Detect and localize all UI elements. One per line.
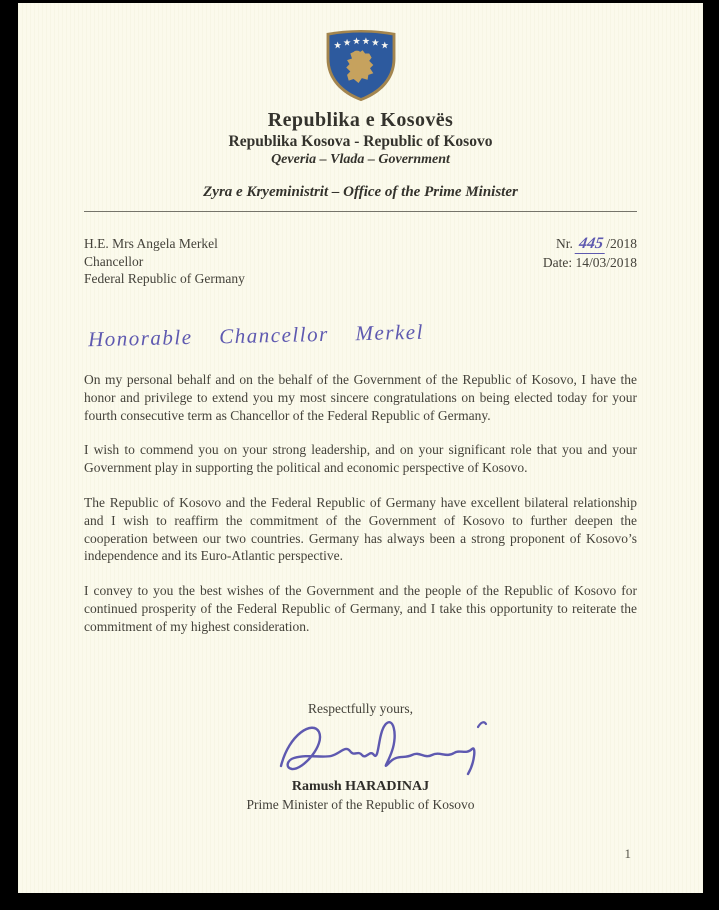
republic-subtitle: Republika Kosova - Republic of Kosovo [228,133,493,150]
page-number: 1 [624,846,631,861]
handwritten-signature [263,712,498,790]
handwritten-salutation: Honorable Chancellor Merkel [87,319,425,352]
recipient-country: Federal Republic of Germany [84,271,245,286]
letter-page [18,3,703,893]
signature-stroke [281,722,474,774]
paragraph-3: The Republic of Kosovo and the Federal Republic of Germany have excellent bilateral relationship and I wish to reaffirm the commitment of the Government of Kosovo to further deepen the cooperation between our two countries. Germany has always been a strong proponent of Kosovo’s independence and its Euro-Atlantic perspective. [84,494,637,564]
signer-title: Prime Minister of the Republic of Kosovo [246,797,475,812]
date-line: Date: 14/03/2018 [542,254,637,270]
reference-number-line [543,235,637,254]
closing-block [18,700,703,813]
paragraph-1: On my personal behalf and on the behalf of the Government of the Republic of Kosovo, I have the honor and privilege to extend you my most sincere congratulations on being elected today for your fourth consecutive term as Chancellor of the Federal Republic of Germany. [84,372,637,423]
emblem-wrap [84,27,637,103]
paragraph-2: I wish to commend you on your strong leadership, and on your significant role that you and your Government play in supporting the political and economic perspective of Kosovo. [84,442,637,476]
kosovo-coat-of-arms-icon [320,27,402,103]
nr-handwritten-value: 445 [575,235,608,254]
recipient-block [84,235,245,288]
nr-label: Nr. [555,236,573,251]
letterhead [84,27,637,212]
valediction: Respectfully yours, [308,701,413,716]
republic-title: Republika e Kosovës [267,109,454,131]
recipient-name: H.E. Mrs Angela Merkel [84,236,218,251]
header-divider [84,211,637,212]
recipient-title: Chancellor [84,253,144,269]
paragraph-4: I convey to you the best wishes of the Government and the people of the Republic of Kosovo for continued prosperity of the Federal Republic of Germany, and I take this opportunity to reiterate the commitment of my highest consideration. [84,583,637,634]
reference-block [543,235,637,288]
nr-year-suffix: /2018 [606,236,637,251]
signer-name: Ramush HARADINAJ [291,779,430,794]
letter-body [84,371,637,653]
office-line: Zyra e Kryeministrit – Office of the Prime Minister [203,184,518,200]
address-reference-row [84,235,637,288]
government-tagline: Qeveria – Vlada – Government [271,152,450,167]
signature-flourish [478,722,486,727]
